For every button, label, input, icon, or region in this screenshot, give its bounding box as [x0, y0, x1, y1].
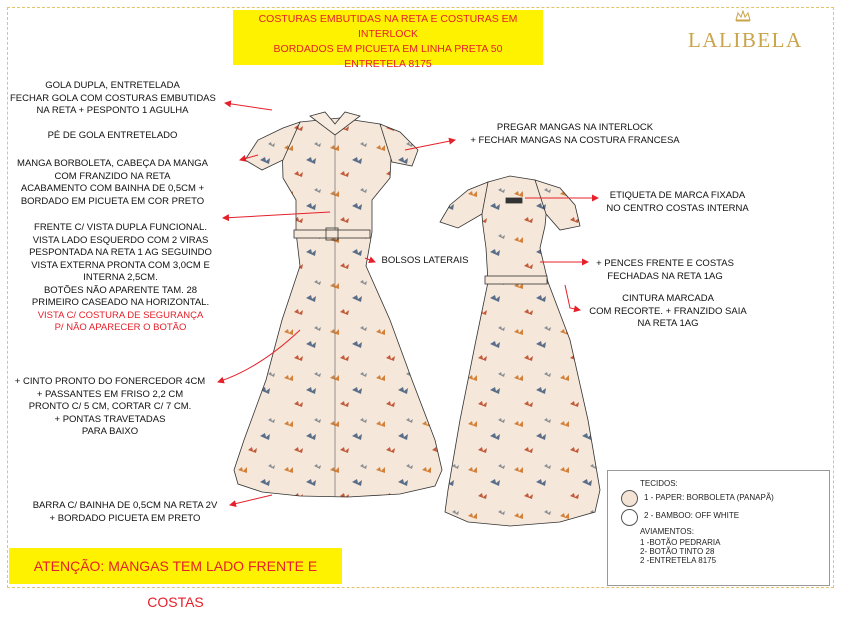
note-line: PRONTO C/ 5 CM, CORTAR C/ 7 CM.: [28, 401, 192, 412]
note-line: COM RECORTE. + FRANZIDO SAIA: [589, 305, 747, 317]
note-line: BOTÕES NÃO APARENTE TAM. 28: [43, 284, 198, 296]
note-line: + PONTAS TRAVETADAS: [54, 413, 166, 425]
note-line: + PASSANTES EM FRISO 2,2 CM: [36, 388, 184, 400]
note-line: PARA BAIXO: [81, 426, 139, 437]
note-line: + FECHAR MANGAS NA COSTURA FRANCESA: [470, 134, 680, 146]
note-line: ETIQUETA DE MARCA FIXADA: [609, 190, 746, 201]
aviamento-1: 1 -BOTÃO PEDRARIA: [640, 538, 721, 547]
note-line: FECHAR GOLA COM COSTURAS EMBUTIDAS: [10, 92, 216, 104]
swatch-1: [621, 490, 638, 507]
note-line: PESPONTADA NA RETA 1 AG SEGUINDO: [29, 247, 212, 258]
note-line: NO CENTRO COSTAS INTERNA: [606, 202, 749, 214]
note-bolsos: BOLSOS LATERAIS: [381, 255, 469, 266]
note-line: FECHADAS NA RETA 1AG: [607, 270, 723, 282]
header-line-3: ENTRETELA 8175: [344, 58, 432, 70]
front-dress: [234, 112, 442, 497]
note-line: NA RETA 1AG: [637, 318, 699, 329]
note-line: FRENTE C/ VISTA DUPLA FUNCIONAL.: [34, 222, 207, 233]
arrow-gola: [225, 103, 272, 110]
note-line-red: VISTA C/ COSTURA DE SEGURANÇA: [37, 309, 204, 321]
note-line: ACABAMENTO COM BAINHA DE 0,5CM +: [20, 183, 205, 194]
note-line: COM FRANZIDO NA RETA: [54, 170, 171, 182]
aviamentos-title: AVIAMENTOS:: [640, 527, 694, 536]
note-line: GOLA DUPLA, ENTRETELADA: [45, 80, 180, 91]
note-line: INTERNA 2,5CM.: [83, 272, 158, 283]
note-line: VISTA LADO ESQUERDO COM 2 VIRAS: [32, 234, 209, 246]
header-line-1: COSTURAS EMBUTIDAS NA RETA E COSTURAS EM INTERLOCK: [258, 13, 518, 40]
note-line: CINTURA MARCADA: [622, 293, 714, 304]
note-pe-gola: PÉ DE GOLA ENTRETELADO: [47, 130, 178, 141]
swatch-label-1: 1 - PAPER: BORBOLETA (PANAPÃ): [644, 493, 774, 502]
note-line: VISTA EXTERNA PRONTA COM 3,0CM E: [31, 259, 210, 271]
swatch-panel: [607, 470, 830, 586]
note-line-red: P/ NÃO APARECER O BOTÃO: [54, 322, 187, 333]
note-line: NA RETA + PESPONTO 1 AGULHA: [36, 105, 189, 116]
note-line: + CINTO PRONTO DO FONERCEDOR 4CM: [14, 376, 206, 387]
brand-logo: LALIBELA: [688, 28, 803, 52]
note-line: PRIMEIRO CASEADO NA HORIZONTAL.: [31, 297, 210, 308]
header-line-2: BORDADOS EM PICUETA EM LINHA PRETA 50: [273, 43, 503, 55]
back-dress: [440, 176, 600, 526]
tecidos-title: TECIDOS:: [640, 479, 678, 488]
aviamento-3: 2 -ENTRETELA 8175: [640, 556, 717, 565]
swatch-label-2: 2 - BAMBOO: OFF WHITE: [644, 511, 740, 520]
note-line: + PENCES FRENTE E COSTAS: [596, 258, 734, 269]
note-line: + BORDADO PICUETA EM PRETO: [49, 512, 201, 524]
note-line: MANGA BORBOLETA, CABEÇA DA MANGA: [17, 158, 208, 169]
warning-banner: ATENÇÃO: MANGAS TEM LADO FRENTE E COSTAS: [9, 548, 342, 584]
note-line: BARRA C/ BAINHA DE 0,5CM NA RETA 2V: [32, 500, 218, 511]
note-line: BORDADO EM PICUETA EM COR PRETO: [20, 195, 205, 207]
note-line: PREGAR MANGAS NA INTERLOCK: [496, 122, 654, 133]
swatch-2: [621, 509, 638, 526]
aviamento-2: 2- BOTÃO TINTO 28: [640, 547, 715, 556]
